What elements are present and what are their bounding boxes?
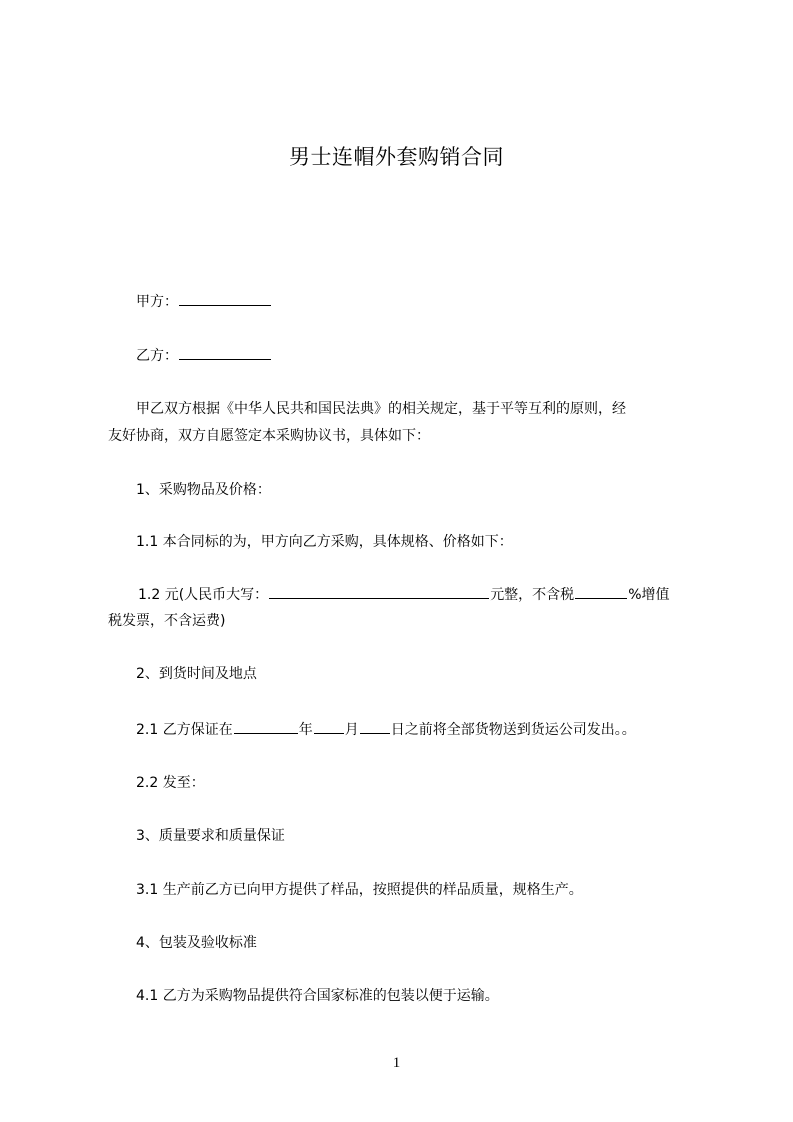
section-2-1-text-1: 2.1 乙方保证在 <box>136 722 233 738</box>
section-4-1: 4.1 乙方为采购物品提供符合国家标准的包装以便于运输。 <box>136 988 499 1004</box>
year-label: 年 <box>298 722 313 738</box>
page-number: 1 <box>392 1055 401 1071</box>
month-blank <box>314 719 344 734</box>
section-3-heading: 3、质量要求和质量保证 <box>136 828 285 844</box>
section-1-1: 1.1 本合同标的为，甲方向乙方采购，具体规格、价格如下： <box>136 534 513 550</box>
section-1-2-text-2: 元整，不含税 <box>490 587 575 603</box>
page-title: 男士连帽外套购销合同 <box>289 145 504 169</box>
party-b-line <box>136 345 272 366</box>
section-4-heading: 4、包装及验收标准 <box>136 935 257 951</box>
section-1-heading: 1、采购物品及价格： <box>136 482 271 498</box>
intro-line-1: 甲乙双方根据《中华人民共和国民法典》的相关规定，基于平等互利的原则，经 <box>136 401 626 417</box>
month-label: 月 <box>344 722 359 738</box>
party-a-label: 甲方： <box>136 294 178 310</box>
day-blank <box>360 719 390 734</box>
party-a-line <box>136 291 272 312</box>
intro-line-2: 友好协商，双方自愿签定本采购协议书，具体如下： <box>108 428 430 444</box>
year-blank <box>234 719 298 734</box>
party-b-label: 乙方： <box>136 348 178 364</box>
section-3-1: 3.1 生产前乙方已向甲方提供了样品，按照提供的样品质量，规格生产。 <box>136 882 583 898</box>
section-2-2: 2.2 发至： <box>136 775 205 791</box>
section-1-2-line-2: 税发票，不含运费) <box>108 613 226 629</box>
section-1-2-text-1: 1.2 元(人民币大写： <box>138 587 269 603</box>
section-2-1-text-2: 日之前将全部货物送到货运公司发出。。 <box>390 722 636 738</box>
tax-rate-blank <box>575 584 627 599</box>
amount-words-blank <box>269 584 489 599</box>
section-2-1 <box>136 719 636 740</box>
section-2-heading: 2、到货时间及地点 <box>136 666 257 682</box>
section-1-2-line-1 <box>138 584 670 605</box>
section-1-2-text-3: %增值 <box>628 587 670 603</box>
party-a-blank <box>179 291 271 306</box>
party-b-blank <box>179 345 271 360</box>
